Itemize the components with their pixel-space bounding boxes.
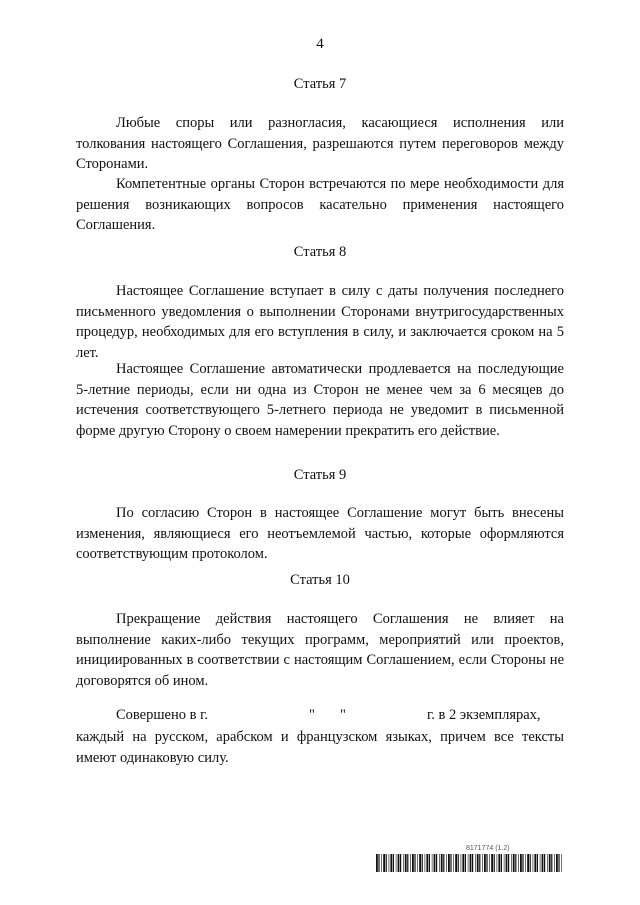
article-7-heading: Статья 7 [293,76,347,92]
article-7-paragraph-2: Компетентные органы Сторон встречаются по мере необходимости для решения возникающих вопросов касательно применения настоящего Соглашения. [76,176,564,233]
article-7-paragraph-1: Любые споры или разногласия, касающиеся исполнения или толкования настоящего Соглашения, разрешаются путем переговоров между Сторонами. [76,115,564,172]
closing-done-in: Совершено в г. [116,707,209,723]
closing-year-copies: г. в 2 экземплярах, [427,707,541,723]
closing-quote-open: " [309,707,315,723]
article-9-heading: Статья 9 [293,467,347,483]
page-number: 4 [316,36,324,52]
closing-rest: каждый на русском, арабском и французском языках, причем все тексты имеют одинаковую силу. [76,729,564,766]
document-code: 8171774 (1.2) [466,845,510,852]
article-10-heading: Статья 10 [290,572,350,588]
article-10-paragraph-1: Прекращение действия настоящего Соглашения не влияет на выполнение каких-либо текущих программ, мероприятий или проектов, инициированных в соответствии с настоящим Соглашением, если Стороны не договорятся об ином. [76,611,564,689]
article-8-paragraph-1: Настоящее Соглашение вступает в силу с даты получения последнего письменного уведомления о выполнении Сторонами внутригосударственных процедур, необходимых для его вступления в силу, и заключается сроком на 5 лет. [76,283,564,361]
article-9-paragraph-1: По согласию Сторон в настоящее Соглашение могут быть внесены изменения, являющиеся его неотъемлемой частью, которые оформляются соответствующим протоколом. [76,505,564,562]
article-8-paragraph-2: Настоящее Соглашение автоматически продлевается на последующие 5-летние периоды, если ни одна из Сторон не менее чем за 6 месяцев до истечения соответствующего 5-летнего периода не уведомит в письменной форме другую Сторону о своем намерении прекратить его действие. [76,361,564,439]
barcode [376,854,563,872]
closing-quote-close: " [340,707,346,723]
article-8-heading: Статья 8 [293,244,347,260]
